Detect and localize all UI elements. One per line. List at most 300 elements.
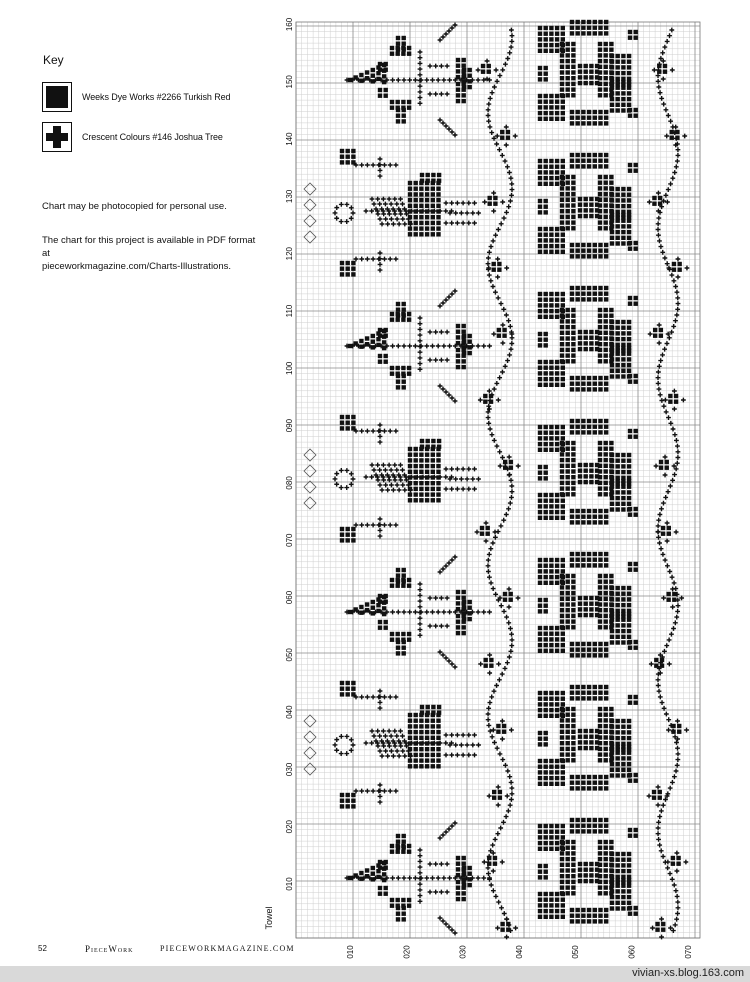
- heart-band-5: [627, 725, 631, 729]
- figure-motif-1: [425, 198, 429, 202]
- figure-motif-1: [359, 163, 364, 168]
- heart-band-6: [627, 869, 631, 873]
- heart-band-1: [609, 175, 613, 179]
- heart-band-4: [578, 613, 582, 617]
- heart-band-1: [560, 215, 564, 219]
- row-label: 160: [285, 17, 294, 32]
- heart-band-5: [609, 713, 613, 717]
- heart-band-4: [538, 558, 542, 562]
- heart-band-6: [561, 835, 565, 839]
- heart-band-5: [538, 770, 542, 774]
- heart-band-5: [538, 742, 542, 746]
- tree-motif-4: [390, 638, 394, 642]
- tree-motif-0: [396, 114, 400, 118]
- heart-band-1: [598, 192, 602, 196]
- figure-motif-3: [408, 453, 412, 457]
- heart-band-3: [616, 453, 620, 457]
- tree-motif-4: [396, 610, 401, 615]
- heart-band-1: [610, 213, 614, 217]
- figure-motif-5: [425, 758, 429, 762]
- figure-motif-3: [344, 485, 349, 490]
- heart-band-5: [604, 730, 608, 734]
- figure-motif-1: [394, 257, 399, 262]
- heart-band-0: [627, 103, 631, 107]
- heart-band-2: [560, 348, 564, 352]
- heart-band-3: [610, 496, 614, 500]
- heart-band-5: [570, 685, 574, 689]
- tree-motif-0: [384, 68, 388, 72]
- heart-band-3: [610, 464, 614, 468]
- heart-band-5: [549, 759, 553, 763]
- heart-band-6: [581, 829, 585, 833]
- heart-band-4: [627, 586, 631, 590]
- tree-motif-0: [402, 78, 407, 83]
- heart-band-6: [544, 898, 548, 902]
- heart-band-4: [589, 613, 593, 617]
- heart-band-5: [555, 697, 559, 701]
- heart-band-6: [604, 874, 608, 878]
- heart-band-1: [584, 203, 588, 207]
- heart-band-3: [549, 448, 553, 452]
- heart-band-6: [561, 909, 565, 913]
- tree-motif-4: [384, 626, 388, 630]
- figure-motif-5: [425, 724, 429, 728]
- heart-band-4: [571, 580, 575, 584]
- heart-band-3: [549, 493, 553, 497]
- vine-right-flower: [675, 136, 679, 140]
- heart-band-1: [555, 176, 559, 180]
- tree-motif-2: [433, 358, 438, 363]
- figure-motif-5: [419, 747, 423, 751]
- heart-band-4: [566, 574, 570, 578]
- tree-motif-4: [407, 610, 412, 615]
- figure-motif-3: [414, 453, 418, 457]
- heart-band-1: [598, 220, 602, 224]
- heart-band-6: [604, 824, 608, 828]
- tree-motif-6: [462, 877, 466, 881]
- heart-band-2: [627, 320, 631, 324]
- heart-band-2: [610, 320, 614, 324]
- heart-band-5: [604, 713, 608, 717]
- heart-band-1: [587, 153, 591, 157]
- heart-band-5: [566, 730, 570, 734]
- heart-band-2: [587, 387, 591, 391]
- heart-band-1: [627, 219, 631, 223]
- heart-band-6: [544, 875, 548, 879]
- heart-band-6: [544, 835, 548, 839]
- heart-band-0: [561, 26, 565, 30]
- heart-band-4: [609, 574, 613, 578]
- tree-motif-2: [359, 339, 363, 343]
- heart-band-0: [560, 76, 564, 80]
- figure-motif-5: [436, 753, 440, 757]
- heart-band-4: [555, 643, 559, 647]
- heart-band-5: [628, 773, 632, 777]
- heart-band-0: [544, 100, 548, 104]
- heart-band-3: [544, 448, 548, 452]
- vine-left-flower: [496, 662, 501, 667]
- heart-band-1: [604, 153, 608, 157]
- heart-band-4: [570, 552, 574, 556]
- heart-band-0: [628, 30, 632, 34]
- heart-band-3: [584, 480, 588, 484]
- heart-band-2: [584, 347, 588, 351]
- heart-band-4: [589, 602, 593, 606]
- heart-band-4: [555, 632, 559, 636]
- heart-band-0: [549, 111, 553, 115]
- figure-motif-1: [394, 163, 399, 168]
- tree-motif-6: [396, 904, 400, 908]
- heart-band-5: [538, 714, 542, 718]
- figure-motif-1: [431, 226, 435, 230]
- figure-motif-3: [351, 415, 355, 419]
- heart-band-4: [616, 603, 620, 607]
- heart-band-6: [576, 914, 580, 918]
- heart-band-5: [584, 746, 588, 750]
- heart-band-0: [561, 32, 565, 36]
- heart-band-5: [584, 735, 588, 739]
- figure-motif-1: [351, 211, 356, 216]
- tree-motif-4: [462, 596, 466, 600]
- heart-band-5: [544, 742, 548, 746]
- figure-motif-1: [426, 179, 430, 183]
- heart-band-2: [604, 376, 608, 380]
- vine-left-flower: [504, 935, 509, 940]
- grid-major-lines: [296, 22, 700, 938]
- heart-band-4: [581, 558, 585, 562]
- figure-motif-1: [419, 232, 423, 236]
- heart-band-3: [598, 509, 602, 513]
- heart-band-4: [604, 585, 608, 589]
- tree-motif-2: [402, 385, 406, 389]
- vine-right-flower: [671, 730, 675, 734]
- vine-right-flower: [659, 935, 664, 940]
- heart-band-6: [616, 901, 620, 905]
- heart-band-3: [555, 510, 559, 514]
- figure-motif-3: [420, 445, 424, 449]
- grid-border: [296, 22, 700, 938]
- heart-band-1: [589, 203, 593, 207]
- heart-band-0: [544, 37, 548, 41]
- heart-band-4: [576, 552, 580, 556]
- heart-band-6: [604, 908, 608, 912]
- heart-band-4: [604, 602, 608, 606]
- heart-band-1: [581, 164, 585, 168]
- heart-band-6: [604, 863, 608, 867]
- vine-right-flower: [648, 332, 653, 337]
- vine-right-flower: [670, 130, 674, 134]
- heart-band-0: [604, 110, 608, 114]
- heart-band-4: [576, 653, 580, 657]
- figure-motif-1: [376, 212, 381, 217]
- vine-left-flower: [487, 671, 492, 676]
- heart-band-5: [560, 735, 564, 739]
- heart-band-5: [604, 735, 608, 739]
- heart-band-0: [544, 117, 548, 121]
- tree-motif-4: [402, 574, 406, 578]
- heart-band-1: [538, 227, 542, 231]
- heart-band-2: [634, 296, 638, 300]
- vine-left-flower: [497, 262, 501, 266]
- heart-band-6: [566, 863, 570, 867]
- heart-band-1: [610, 193, 614, 197]
- figure-motif-1: [436, 232, 440, 236]
- heart-band-1: [634, 241, 638, 245]
- heart-band-0: [587, 110, 591, 114]
- heart-band-0: [560, 87, 564, 91]
- heart-band-5: [544, 708, 548, 712]
- heart-band-5: [589, 735, 593, 739]
- tree-motif-0: [430, 78, 435, 83]
- heart-band-3: [561, 431, 565, 435]
- heart-band-0: [549, 37, 553, 41]
- heart-band-4: [544, 632, 548, 636]
- heart-band-6: [598, 818, 602, 822]
- tree-motif-6: [468, 883, 472, 887]
- heart-band-3: [604, 464, 608, 468]
- tree-motif-2: [441, 301, 446, 306]
- tree-motif-2: [396, 366, 400, 370]
- pdf-note-line-2: pieceworkmagazine.com/Charts-Illustrations.: [42, 261, 232, 272]
- heart-band-0: [566, 76, 570, 80]
- heart-band-5: [578, 729, 582, 733]
- tree-motif-4: [407, 584, 411, 588]
- heart-band-3: [570, 430, 574, 434]
- tree-motif-2: [462, 351, 466, 355]
- heart-band-2: [566, 331, 570, 335]
- tree-motif-6: [433, 890, 438, 895]
- figure-motif-1: [425, 204, 429, 208]
- heart-band-5: [604, 685, 608, 689]
- tree-motif-4: [462, 600, 466, 604]
- figure-motif-3: [436, 498, 440, 502]
- heart-band-1: [578, 203, 582, 207]
- heart-band-0: [610, 103, 614, 107]
- vine-right-flower: [671, 862, 675, 866]
- heart-band-6: [555, 892, 559, 896]
- tree-motif-0: [418, 101, 423, 106]
- heart-band-6: [604, 919, 608, 923]
- heart-band-5: [544, 770, 548, 774]
- heart-band-1: [604, 159, 608, 163]
- tree-motif-2: [481, 344, 486, 349]
- figure-motif-1: [437, 173, 441, 177]
- heart-band-4: [634, 568, 638, 572]
- heart-band-6: [544, 864, 548, 868]
- heart-band-3: [544, 499, 548, 503]
- vine-left-flower: [487, 202, 491, 206]
- heart-band-1: [598, 243, 602, 247]
- heart-band-2: [566, 325, 570, 329]
- heart-band-0: [604, 82, 608, 86]
- tree-motif-0: [418, 72, 423, 77]
- tree-motif-6: [462, 856, 466, 860]
- heart-band-0: [566, 42, 570, 46]
- heart-band-3: [587, 515, 591, 519]
- vine-left-flower: [503, 592, 507, 596]
- heart-band-0: [549, 105, 553, 109]
- figure-motif-3: [346, 538, 350, 542]
- heart-band-6: [595, 879, 599, 883]
- figure-motif-3: [346, 527, 350, 531]
- figure-motif-1: [420, 179, 424, 183]
- figure-motif-5: [346, 681, 350, 685]
- figure-motif-5: [346, 799, 350, 803]
- heart-band-1: [571, 181, 575, 185]
- heart-band-6: [604, 857, 608, 861]
- heart-band-2: [593, 292, 597, 296]
- vine-right-flower: [657, 64, 661, 68]
- heart-band-3: [616, 485, 620, 489]
- heart-band-0: [610, 65, 614, 69]
- heart-band-6: [610, 906, 614, 910]
- heart-band-3: [604, 458, 608, 462]
- heart-band-5: [578, 740, 582, 744]
- heart-band-6: [544, 892, 548, 896]
- vine-right-flower: [660, 658, 664, 662]
- heart-band-6: [571, 846, 575, 850]
- figure-motif-1: [304, 215, 316, 227]
- heart-band-6: [571, 840, 575, 844]
- figure-motif-3: [419, 492, 423, 496]
- vine-right-flower: [661, 59, 666, 64]
- heart-band-6: [549, 824, 553, 828]
- vine-left-flower: [481, 70, 485, 74]
- heart-band-1: [566, 209, 570, 213]
- heart-band-6: [555, 903, 559, 907]
- figure-motif-1: [351, 155, 355, 159]
- tree-motif-2: [402, 302, 406, 306]
- heart-band-1: [604, 192, 608, 196]
- heart-band-4: [560, 597, 564, 601]
- row-label: 050: [285, 648, 294, 662]
- vine-right-flower: [658, 196, 662, 200]
- figure-motif-1: [387, 212, 392, 217]
- heart-band-4: [538, 632, 542, 636]
- tree-motif-6: [456, 891, 460, 895]
- heart-band-0: [627, 91, 631, 95]
- heart-band-5: [621, 773, 625, 777]
- tree-motif-0: [390, 52, 394, 56]
- tree-motif-0: [453, 23, 458, 28]
- tree-motif-6: [462, 872, 466, 876]
- vine-left-flower: [497, 268, 501, 272]
- column-label: 070: [683, 945, 693, 959]
- heart-band-0: [604, 31, 608, 35]
- heart-band-6: [598, 914, 602, 918]
- heart-band-5: [561, 765, 565, 769]
- heart-band-0: [560, 93, 564, 97]
- heart-band-2: [604, 348, 608, 352]
- heart-band-4: [549, 626, 553, 630]
- vine-right-flower: [665, 521, 670, 526]
- figure-motif-5: [397, 754, 402, 759]
- figure-motif-5: [334, 737, 339, 742]
- heart-band-1: [578, 208, 582, 212]
- heart-band-2: [604, 314, 608, 318]
- figure-motif-3: [419, 458, 423, 462]
- vine-right-flower: [659, 334, 663, 338]
- heart-band-6: [621, 889, 625, 893]
- heart-band-1: [593, 164, 597, 168]
- figure-motif-3: [426, 439, 430, 443]
- heart-band-4: [604, 642, 608, 646]
- heart-band-3: [604, 486, 608, 490]
- tree-motif-6: [401, 904, 405, 908]
- heart-band-5: [610, 736, 614, 740]
- figure-motif-1: [425, 192, 429, 196]
- heart-band-6: [555, 841, 559, 845]
- heart-band-1: [610, 198, 614, 202]
- heart-band-0: [566, 82, 570, 86]
- heart-band-5: [560, 730, 564, 734]
- tree-motif-2: [428, 358, 433, 363]
- heart-band-5: [538, 765, 542, 769]
- heart-band-1: [576, 243, 580, 247]
- vine-right-flower: [660, 664, 664, 668]
- tree-motif-6: [456, 862, 460, 866]
- tree-motif-2: [396, 385, 400, 389]
- vine-left-flower: [502, 724, 506, 728]
- vine-right-flower: [665, 466, 669, 470]
- watermark-bar: [0, 966, 750, 982]
- heart-band-1: [627, 198, 631, 202]
- heart-band-1: [566, 192, 570, 196]
- heart-band-2: [587, 376, 591, 380]
- figure-motif-5: [304, 715, 316, 727]
- heart-band-0: [616, 86, 620, 90]
- tree-motif-2: [436, 344, 441, 349]
- heart-band-4: [549, 643, 553, 647]
- vine-left-flower: [480, 526, 484, 530]
- heart-band-4: [604, 591, 608, 595]
- heart-band-2: [576, 286, 580, 290]
- heart-band-2: [621, 331, 625, 335]
- heart-band-6: [566, 857, 570, 861]
- heart-band-5: [555, 691, 559, 695]
- heart-band-5: [634, 773, 638, 777]
- tree-motif-2: [376, 343, 380, 347]
- heart-band-3: [616, 479, 620, 483]
- heart-band-4: [538, 649, 542, 653]
- heart-band-4: [621, 640, 625, 644]
- heart-band-0: [544, 43, 548, 47]
- heart-band-4: [610, 586, 614, 590]
- heart-band-4: [576, 648, 580, 652]
- heart-band-0: [627, 97, 631, 101]
- figure-motif-5: [408, 719, 412, 723]
- heart-band-0: [634, 114, 638, 118]
- vine-left-flower: [506, 922, 510, 926]
- heart-band-4: [544, 649, 548, 653]
- heart-band-3: [598, 515, 602, 519]
- heart-band-5: [566, 747, 570, 751]
- heart-band-0: [604, 26, 608, 30]
- heart-band-0: [604, 76, 608, 80]
- heart-band-6: [589, 868, 593, 872]
- heart-band-4: [544, 564, 548, 568]
- heart-band-1: [561, 170, 565, 174]
- heart-band-3: [587, 520, 591, 524]
- heart-band-5: [616, 719, 620, 723]
- tree-motif-4: [462, 631, 466, 635]
- heart-band-5: [587, 786, 591, 790]
- tree-motif-4: [487, 610, 492, 615]
- tree-motif-4: [382, 612, 386, 616]
- heart-band-3: [571, 464, 575, 468]
- tree-motif-6: [384, 892, 388, 896]
- heart-band-4: [578, 596, 582, 600]
